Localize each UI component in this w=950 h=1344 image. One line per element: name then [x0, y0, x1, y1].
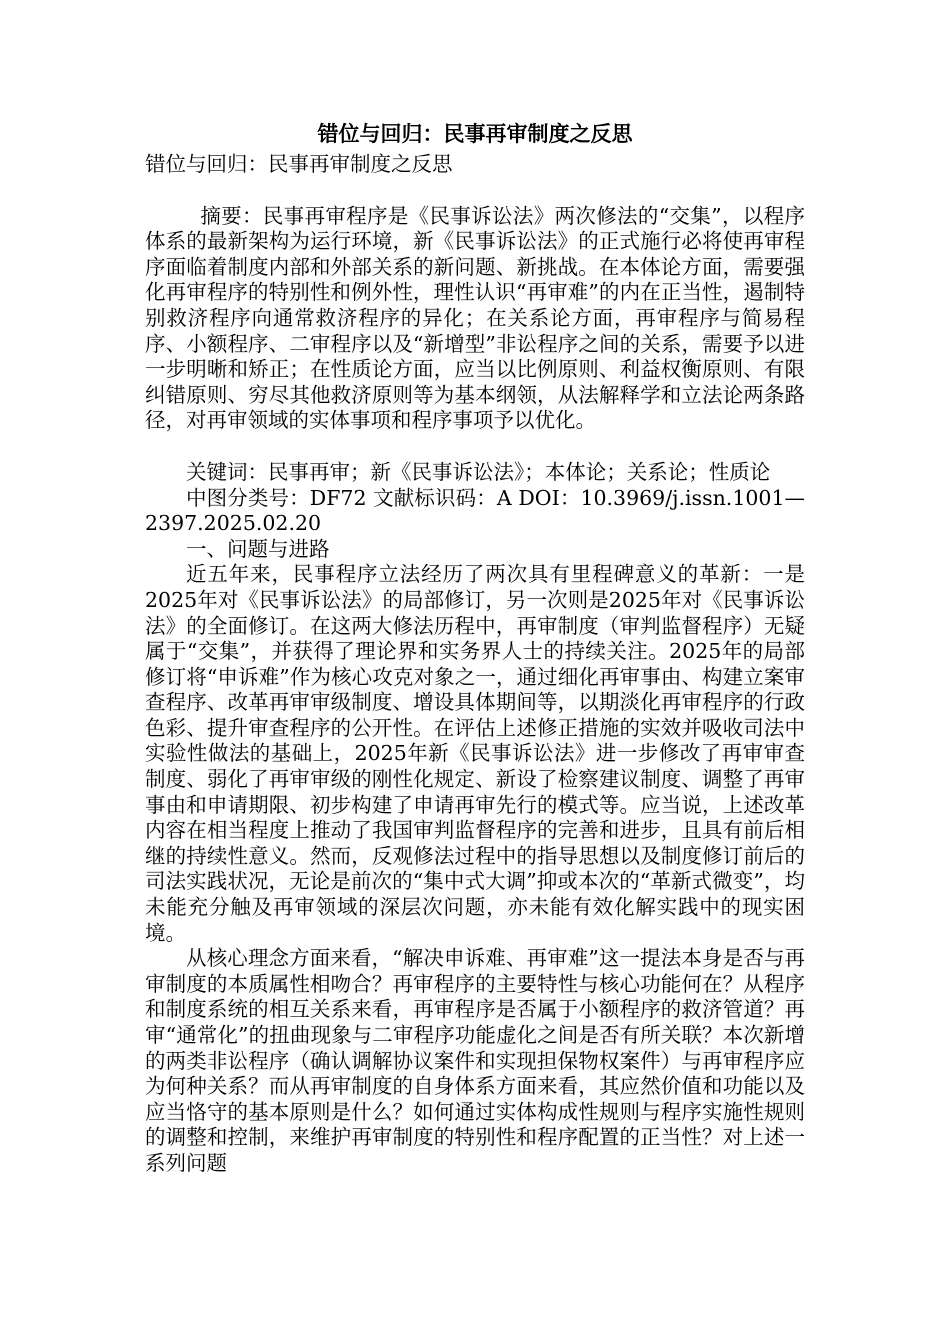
classification-line: 中图分类号：DF72 文献标识码：A DOI：10.3969/j.issn.1001—2397.2025.02.20	[145, 485, 805, 536]
document-subtitle: 错位与回归：民事再审制度之反思	[145, 152, 453, 176]
document-page	[145, 120, 805, 1177]
abstract-paragraph: 摘要：民事再审程序是《民事诉讼法》两次修法的“交集”，以程序体系的最新架构为运行环境，新《民事诉讼法》的正式施行必将使再审程序面临着制度内部和外部关系的新问题、新挑战。在本体论方面，需要强化再审程序的特别性和例外性，理性认识“再审难”的内在正当性，遏制特别救济程序向通常救济程序的异化；在关系论方面，再审程序与简易程序、小额程序、二审程序以及“新增型”非讼程序之间的关系，需要予以进一步明晰和矫正；在性质论方面，应当以比例原则、利益权衡原则、有限纠错原则、穷尽其他救济原则等为基本纲领，从法解释学和立法论两条路径，对再审领域的实体事项和程序事项予以优化。	[145, 203, 805, 433]
keywords-line: 关键词：民事再审；新《民事诉讼法》；本体论；关系论；性质论	[186, 459, 771, 484]
body-paragraph: 从核心理念方面来看，“解决申诉难、再审难”这一提法本身是否与再审制度的本质属性相吻合？再审程序的主要特性与核心功能何在？从程序和制度系统的相互关系来看，再审程序是否属于小额程序的救济管道？再审“通常化”的扭曲现象与二审程序功能虚化之间是否有所关联？本次新增的两类非讼程序（确认调解协议案件和实现担保物权案件）与再审程序应为何种关系？而从再审制度的自身体系方面来看，其应然价值和功能以及应当恪守的基本原则是什么？如何通过实体构成性规则与程序实施性规则的调整和控制，来维护再审制度的特别性和程序配置的正当性？对上述一系列问题	[145, 946, 805, 1175]
spacer	[145, 178, 805, 204]
document-title: 错位与回归：民事再审制度之反思	[317, 122, 633, 146]
spacer	[145, 434, 805, 460]
body-paragraph: 近五年来，民事程序立法经历了两次具有里程碑意义的革新：一是2025年对《民事诉讼法》的局部修订，另一次则是2025年对《民事诉讼法》的全面修订。在这两大修法历程中，再审制度（审判监督程序）无疑属于“交集”，并获得了理论界和实务界人士的持续关注。2025年的局部修订将“申诉难”作为核心攻克对象之一，通过细化再审事由、构建立案审查程序、改革再审审级制度、增设具体期间等，以期淡化再审程序的行政色彩、提升审查程序的公开性。在评估上述修正措施的实效并吸收司法中实验性做法的基础上，2025年新《民事诉讼法》进一步修改了再审审查制度、弱化了再审审级的刚性化规定、新设了检察建议制度、调整了再审事由和申请期限、初步构建了申请再审先行的模式等。应当说，上述改革内容在相当程度上推动了我国审判监督程序的完善和进步，且具有前后相继的持续性意义。然而，反观修法过程中的指导思想以及制度修订前后的司法实践状况，无论是前次的“集中式大调”抑或本次的“革新式微变”，均未能充分触及再审领域的深层次问题，亦未能有效化解实践中的现实困境。	[145, 562, 805, 945]
section-heading: 一、问题与进路	[186, 536, 330, 561]
